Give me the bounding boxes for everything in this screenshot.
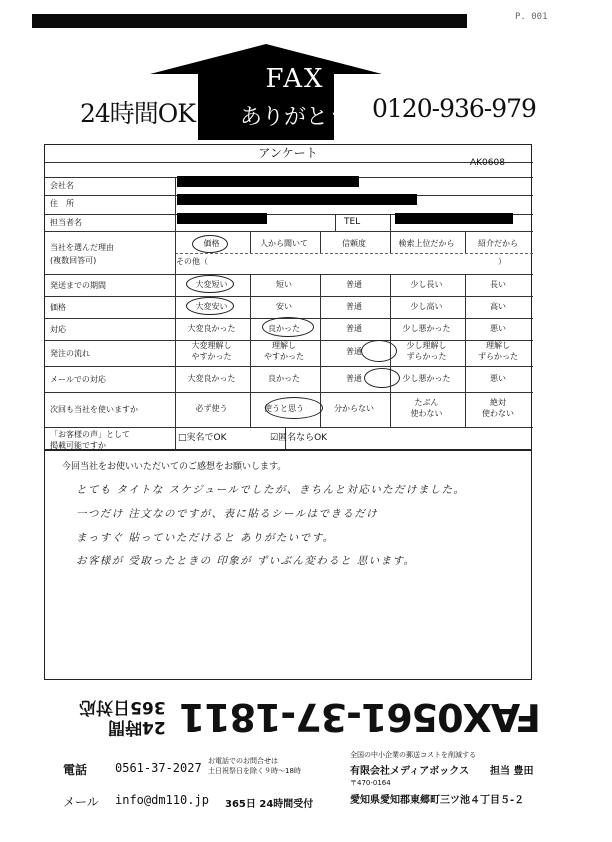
reason-other-end: ） [498, 257, 506, 266]
fax-thanks: ありがとう [239, 105, 350, 130]
email-option[interactable]: 大変良かった [187, 374, 236, 383]
footer-zip: 〒470-0164 [350, 779, 391, 787]
label-price: 価格 [50, 303, 66, 312]
footer-tel-note-2: 土日祝祭日を除く９時～18時 [208, 767, 301, 775]
next-option[interactable]: 絶対 [490, 398, 506, 407]
label-company: 会社名 [50, 181, 74, 190]
comment-prompt: 今回当社をお使いいただいてのご感想をお願いします。 [62, 462, 287, 472]
person-redacted [177, 213, 267, 224]
next-option[interactable]: 必ず使う [195, 404, 228, 413]
tel-redacted [395, 213, 513, 224]
footer-mail[interactable]: info@dm110.jp [115, 793, 209, 807]
service-option[interactable]: 少し悪かった [402, 324, 451, 333]
circle-mark-flow [361, 340, 397, 362]
label-voice-2: 掲載可能ですか [50, 441, 106, 450]
flow-option[interactable]: 理解し [486, 341, 510, 350]
label-voice: 「お客様の声」として [50, 430, 130, 439]
reason-option[interactable]: 検索上位だから [398, 239, 455, 248]
form-code: AK0608 [470, 158, 505, 168]
footer-tel[interactable]: 0561-37-2027 [115, 761, 202, 775]
circle-mark-delivery [186, 275, 234, 293]
reason-option[interactable]: 価格 [203, 239, 220, 248]
next-option[interactable]: 分からない [334, 404, 374, 413]
reason-option[interactable]: 信頼度 [342, 239, 366, 248]
footer-address: 愛知県愛知郡東郷町三ツ池４丁目５-２ [350, 795, 525, 806]
label-email: メールでの対応 [50, 375, 106, 384]
service-option[interactable]: 良かった [268, 324, 300, 333]
price-option[interactable]: 大変安い [195, 302, 228, 311]
flow-option[interactable]: ずらかった [406, 352, 447, 361]
label-next: 次回も当社を使いますか [50, 405, 138, 414]
price-option[interactable]: 普通 [346, 302, 362, 311]
price-option[interactable]: 高い [490, 302, 506, 311]
email-option[interactable]: 悪い [490, 374, 506, 383]
delivery-option[interactable]: 大変短い [195, 280, 228, 289]
email-option[interactable]: 少し悪かった [402, 374, 451, 383]
circle-mark-email [364, 368, 400, 388]
label-tel: TEL [344, 217, 361, 227]
company-redacted [177, 176, 359, 187]
fax-title: FAX [265, 64, 325, 94]
reason-option[interactable]: 人から聞いて [260, 239, 308, 248]
circle-mark-next [265, 397, 323, 419]
footer-tagline: 全国の中小企業の郵送コストを削減する [350, 751, 476, 759]
address-redacted [177, 194, 417, 205]
label-reason: 当社を選んだ理由 [50, 243, 114, 252]
label-reason-note: (複数回答可) [50, 256, 97, 265]
flow-option[interactable]: 理解し [272, 341, 296, 350]
flow-option[interactable]: 普通 [346, 347, 362, 356]
service-option[interactable]: 普通 [346, 324, 362, 333]
comment-line: 一つだけ 注文なのですが、表に貼るシールはできるだけ [76, 508, 379, 520]
footer-tel-label: 電話 [63, 763, 88, 777]
voice-option-anonymous[interactable]: ☑匿名ならOK [270, 433, 328, 443]
label-person: 担当者名 [50, 218, 82, 227]
flow-option[interactable]: 大変理解し [191, 341, 232, 350]
circle-mark-price-reason [192, 235, 228, 253]
banner-hours-24: 24時間 [107, 717, 166, 737]
next-option[interactable]: 使うと思う [264, 404, 304, 413]
comment-line: とても タイトな スケジュールでしたが、きちんと対応いただけました。 [76, 484, 466, 496]
next-option[interactable]: 使わない [410, 409, 443, 418]
circle-mark-price [186, 297, 234, 315]
footer-company: 有限会社メディアボックス [350, 766, 470, 777]
fax-banner [30, 686, 590, 748]
footer-tel-note-1: お電話でのお問合せは [208, 757, 278, 765]
email-option[interactable]: 普通 [346, 374, 362, 383]
reason-option[interactable]: 紹介だから [478, 239, 518, 248]
delivery-option[interactable]: 長い [490, 280, 506, 289]
tollfree-number: 0120-936-979 [372, 94, 536, 123]
label-address: 住 所 [50, 199, 74, 208]
flow-option[interactable]: 少し理解し [406, 341, 447, 350]
flow-option[interactable]: やすかった [264, 352, 304, 361]
banner-fax-number: FAX0561-37-1811 [179, 695, 541, 739]
delivery-option[interactable]: 短い [276, 280, 292, 289]
circle-mark-service [262, 317, 314, 337]
flow-option[interactable]: ずらかった [478, 352, 518, 361]
voice-option-real-name[interactable]: □実名でOK [178, 433, 227, 443]
footer-contact: 担当 豊田 [490, 766, 534, 777]
service-option[interactable]: 悪い [490, 324, 506, 333]
next-option[interactable]: 使わない [482, 409, 514, 418]
next-option[interactable]: たぶん [414, 398, 439, 407]
reason-other: その他（ [176, 257, 208, 266]
hours-ok: 24時間OK [80, 99, 195, 128]
footer-mail-label: メール [63, 795, 99, 809]
footer-mail-note: 365日 24時間受付 [225, 799, 314, 810]
price-option[interactable]: 安い [276, 302, 292, 311]
banner-hours [79, 697, 166, 737]
survey-title: アンケート [258, 146, 318, 160]
comment-line: お客様が 受取ったときの 印象が ずいぶん変わると 思います。 [76, 555, 416, 567]
flow-option[interactable]: やすかった [191, 352, 232, 361]
label-delivery: 発送までの期間 [50, 281, 106, 290]
delivery-option[interactable]: 少し長い [410, 280, 443, 289]
top-black-bar [32, 14, 467, 28]
banner-hours-365: 365日対応 [79, 697, 166, 717]
price-option[interactable]: 少し高い [410, 302, 443, 311]
service-option[interactable]: 大変良かった [187, 324, 236, 333]
comment-line: まっすぐ 貼っていただけると ありがたいです。 [76, 532, 335, 544]
label-flow: 発注の流れ [50, 349, 90, 358]
email-option[interactable]: 良かった [268, 374, 300, 383]
page-number: P. 001 [515, 12, 548, 22]
delivery-option[interactable]: 普通 [346, 280, 362, 289]
label-service: 対応 [50, 325, 66, 334]
